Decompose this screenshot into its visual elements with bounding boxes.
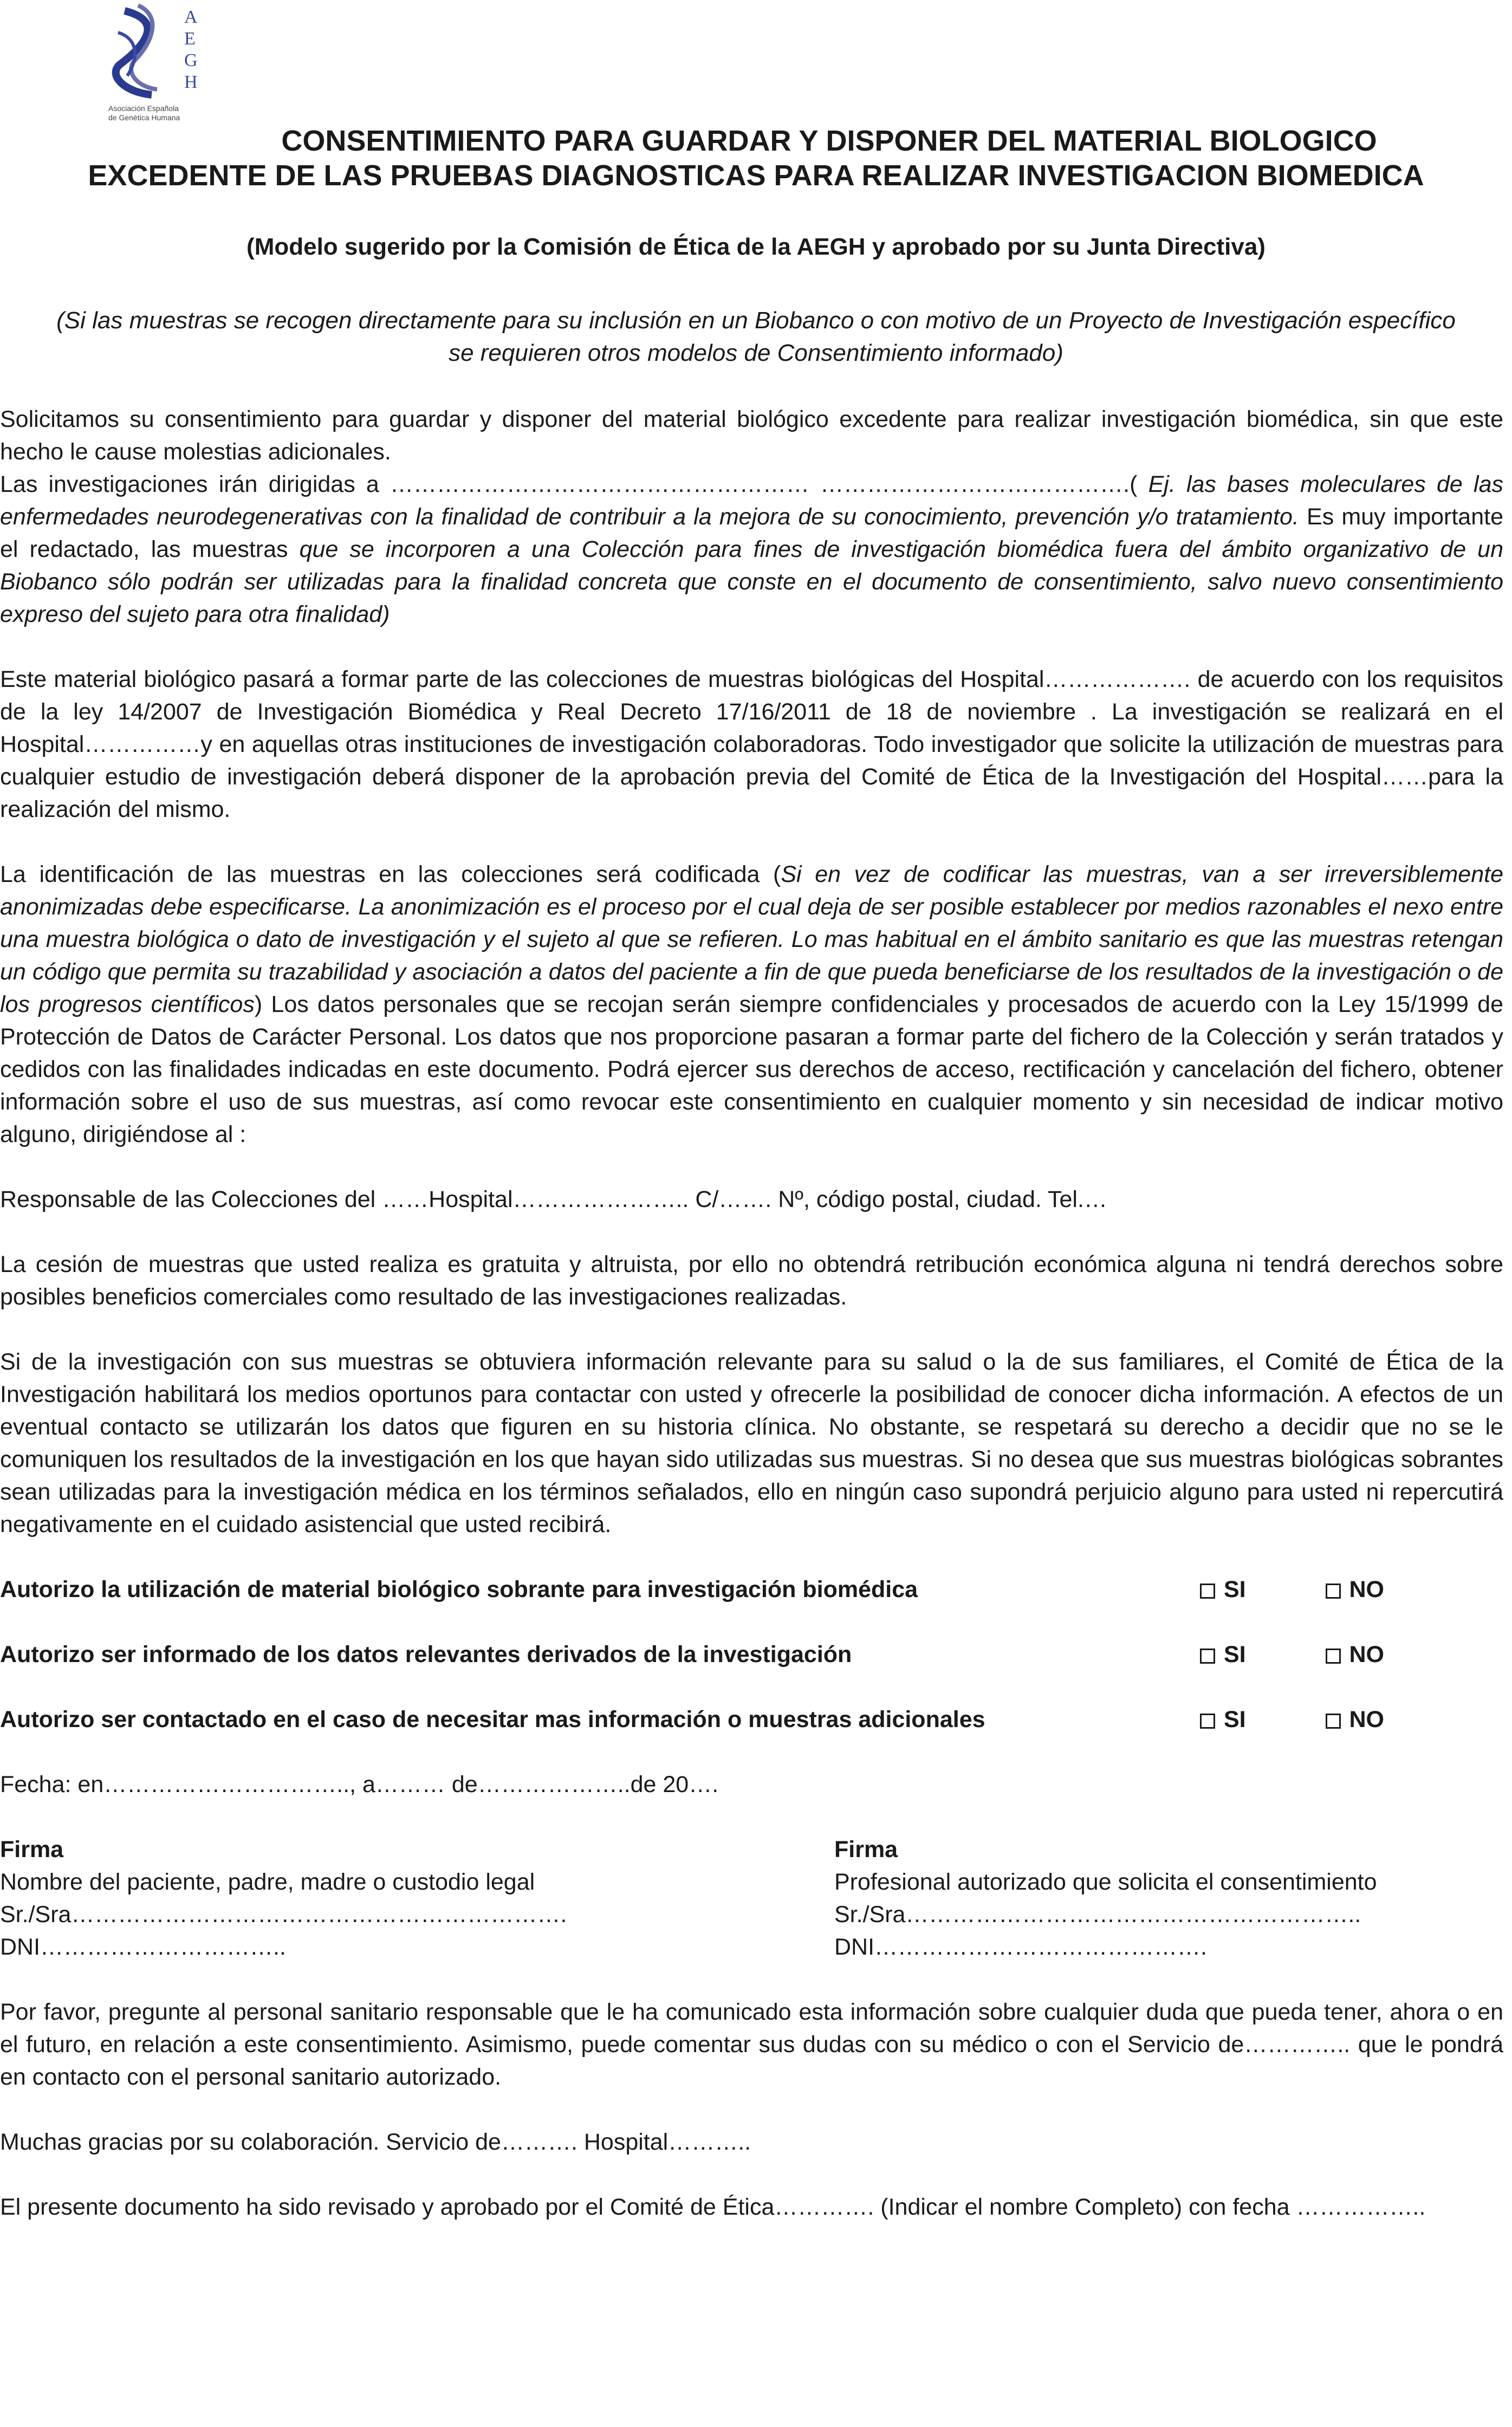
checkbox-icon[interactable] xyxy=(1200,1714,1215,1729)
purpose-note: Es muy importante el redactado, las muestras xyxy=(0,504,1504,562)
title-line-1: CONSENTIMIENTO PARA GUARDAR Y DISPONER DEL MATERIAL BIOLOGICO xyxy=(281,125,1377,157)
paragraph-request: Solicitamos su consentimiento para guardar y disponer del material biológico excedente para realizar investigación biomédica, sin que este hecho le cause molestias adicionales. xyxy=(0,406,1503,465)
svg-text:A: A xyxy=(184,7,198,27)
signature-heading: Firma xyxy=(0,1837,64,1863)
consent-yes-option[interactable]: SI xyxy=(1200,1573,1246,1606)
consent-no-option[interactable]: NO xyxy=(1326,1573,1385,1606)
paragraph-results: Si de la investigación con sus muestras se obtuviera información relevante para su salud o la de sus familiares, el Comité de Ética de la Investigación habilitará los medios oportunos para contactar con usted y ofrecerle la posibilidad de conocer dicha información. A efectos de un eventual contacto se utilizarán los datos que figuren en su historia clínica. No obstante, se respetará su derecho a decidir que no se le comuniquen los resultados de la investigación en los que hayan sido utilizadas sus muestras. Si no desea que sus muestras biológicas sobrantes sean utilizadas para la investigación médica en los términos señalados, ello en ningún caso supondrá perjuicio alguno para usted ni repercutirá negativamente en el cuidado asistencial que usted recibirá. xyxy=(0,1349,1503,1537)
svg-text:G: G xyxy=(184,50,198,70)
consent-label: Autorizo la utilización de material biológico sobrante para investigación biomédica xyxy=(0,1576,918,1602)
consent-no-option[interactable]: NO xyxy=(1326,1638,1385,1671)
signature-name-field[interactable]: Sr./Sra………………………………………………………. xyxy=(0,1902,567,1928)
identification-intro: La identificación de las muestras en las colecciones será codificada ( xyxy=(0,861,781,887)
svg-text:H: H xyxy=(184,72,198,92)
identification-rest: ) Los datos personales que se recojan serán siempre confidenciales y procesados de acuerdo con la Ley 15/1999 de Protección de Datos de Carácter Personal. Los datos que nos proporcione pasaran a formar parte del fichero de la Colección y serán tratados y cedidos con las finalidades indicadas en este documento. Podrá ejercer sus derechos de acceso, rectificación y cancelación del fichero, obtener información sobre el uso de sus muestras, así como revocar este consentimiento en cualquier momento y sin necesidad de indicar motivo alguno, dirigiéndose al : xyxy=(0,991,1504,1147)
subtitle: (Modelo sugerido por la Comisión de Ética de la AEGH y aprobado por su Junta Directiva) xyxy=(246,233,1266,260)
document-title xyxy=(0,124,1512,193)
signature-heading: Firma xyxy=(834,1837,898,1863)
consent-row-informed xyxy=(0,1638,1503,1671)
patient-signature xyxy=(0,1833,834,1963)
signature-role: Nombre del paciente, padre, madre o custodio legal xyxy=(0,1869,535,1895)
aegh-logo-icon xyxy=(103,0,233,125)
paragraph-collections: Este material biológico pasará a formar parte de las colecciones de muestras biológicas del Hospital………………. de acuerdo con los requisitos de la ley 14/2007 de Investigación Biomédica y Real Decreto 17/16/2011 de 18 de noviembre . La investigación se realizará en el Hospital……………y en aquellas otras instituciones de investigación colaboradoras. Todo investigador que solicite la utilización de muestras para cualquier estudio de investigación deberá disponer de la aprobación previa del Comité de Ética de la Investigación del Hospital……para la realización del mismo. xyxy=(0,666,1503,822)
signature-dni-field[interactable]: DNI………………………….. xyxy=(0,1934,286,1960)
date-line[interactable]: Fecha: en………………………….., a……… de………………..de 20…. xyxy=(0,1771,719,1797)
purpose-intro: Las investigaciones irán dirigidas a ……………………………………………… ………………………………….( xyxy=(0,471,1138,497)
consent-row-use xyxy=(0,1573,1503,1606)
signature-role: Profesional autorizado que solicita el consentimiento xyxy=(834,1869,1377,1895)
footer-questions: Por favor, pregunte al personal sanitario responsable que le ha comunicado esta información sobre cualquier duda que pueda tener, ahora o en el futuro, en relación a este consentimiento. Asimismo, puede comentar sus dudas con su médico o con el Servicio de………….. que le pondrá en contacto con el personal sanitario autorizado. xyxy=(0,1999,1503,2090)
consent-yes-option[interactable]: SI xyxy=(1200,1638,1246,1671)
svg-text:de Genética Humana: de Genética Humana xyxy=(108,113,180,122)
paragraph-identification xyxy=(0,858,1503,1151)
professional-signature xyxy=(834,1833,1503,1963)
footer-thanks: Muchas gracias por su colaboración. Servicio de………. Hospital……….. xyxy=(0,2129,751,2155)
purpose-restriction: que se incorporen a una Colección para fines de investigación biomédica fuera del ámbito organizativo de un Biobanco sólo podrán ser utilizadas para la finalidad concreta que conste en el documento de consentimiento, salvo nuevo consentimiento expreso del sujeto para otra finalidad) xyxy=(0,536,1503,627)
checkbox-icon[interactable] xyxy=(1326,1714,1341,1729)
consent-row-contacted xyxy=(0,1703,1503,1736)
svg-text:Asociación Española: Asociación Española xyxy=(108,104,179,113)
checkbox-icon[interactable] xyxy=(1200,1649,1215,1664)
signature-dni-field[interactable]: DNI……………………………………. xyxy=(834,1934,1207,1960)
consent-yes-option[interactable]: SI xyxy=(1200,1703,1246,1736)
signature-section xyxy=(0,1833,1503,1963)
aegh-logo xyxy=(103,0,233,125)
checkbox-icon[interactable] xyxy=(1326,1649,1341,1664)
purpose-example: Ej. las bases moleculares de las enfermedades neurodegenerativas con la finalidad de contribuir a la mejora de su conocimiento, prevención y/o tratamiento. xyxy=(0,471,1503,530)
italic-note: (Si las muestras se recogen directamente para su inclusión en un Biobanco o con motivo de un Proyecto de Investigación específico se requieren otros modelos de Consentimiento informado) xyxy=(56,307,1456,366)
document-body xyxy=(0,403,1503,2256)
consent-no-option[interactable]: NO xyxy=(1326,1703,1385,1736)
consent-label: Autorizo ser informado de los datos relevantes derivados de la investigación xyxy=(0,1641,852,1667)
checkbox-icon[interactable] xyxy=(1200,1584,1215,1599)
title-line-2: EXCEDENTE DE LAS PRUEBAS DIAGNOSTICAS PARA REALIZAR INVESTIGACION BIOMEDICA xyxy=(88,159,1424,192)
paragraph-responsible: Responsable de las Colecciones del ……Hospital………………….. C/……. Nº, código postal, ciudad. Tel.… xyxy=(0,1186,1107,1212)
checkbox-icon[interactable] xyxy=(1326,1584,1341,1599)
paragraph-purpose xyxy=(0,468,1503,631)
footer-approval: El presente documento ha sido revisado y aprobado por el Comité de Ética…………. (Indicar el nombre Completo) con fecha …………….. xyxy=(0,2194,1426,2220)
paragraph-gratuity: La cesión de muestras que usted realiza es gratuita y altruista, por ello no obtendrá retribución económica alguna ni tendrá derechos sobre posibles beneficios comerciales como resultado de las investigaciones realizadas. xyxy=(0,1251,1503,1310)
consent-label: Autorizo ser contactado en el caso de necesitar mas información o muestras adicionales xyxy=(0,1706,985,1732)
signature-name-field[interactable]: Sr./Sra………………………………………………….. xyxy=(834,1902,1361,1928)
svg-text:E: E xyxy=(184,29,196,49)
identification-italic: Si en vez de codificar las muestras, van a ser irreversiblemente anonimizadas debe especificarse. La anonimización es el proceso por el cual deja de ser posible establecer por medios razonables el nexo entre una muestra biológica o dato de investigación y el sujeto al que se refieren. Lo mas habitual en el ámbito sanitario es que las muestras retengan un código que permita su trazabilidad y asociación a datos del paciente a fin de que pueda beneficiarse de los resultados de la investigación o de los progresos científicos xyxy=(0,861,1503,1017)
